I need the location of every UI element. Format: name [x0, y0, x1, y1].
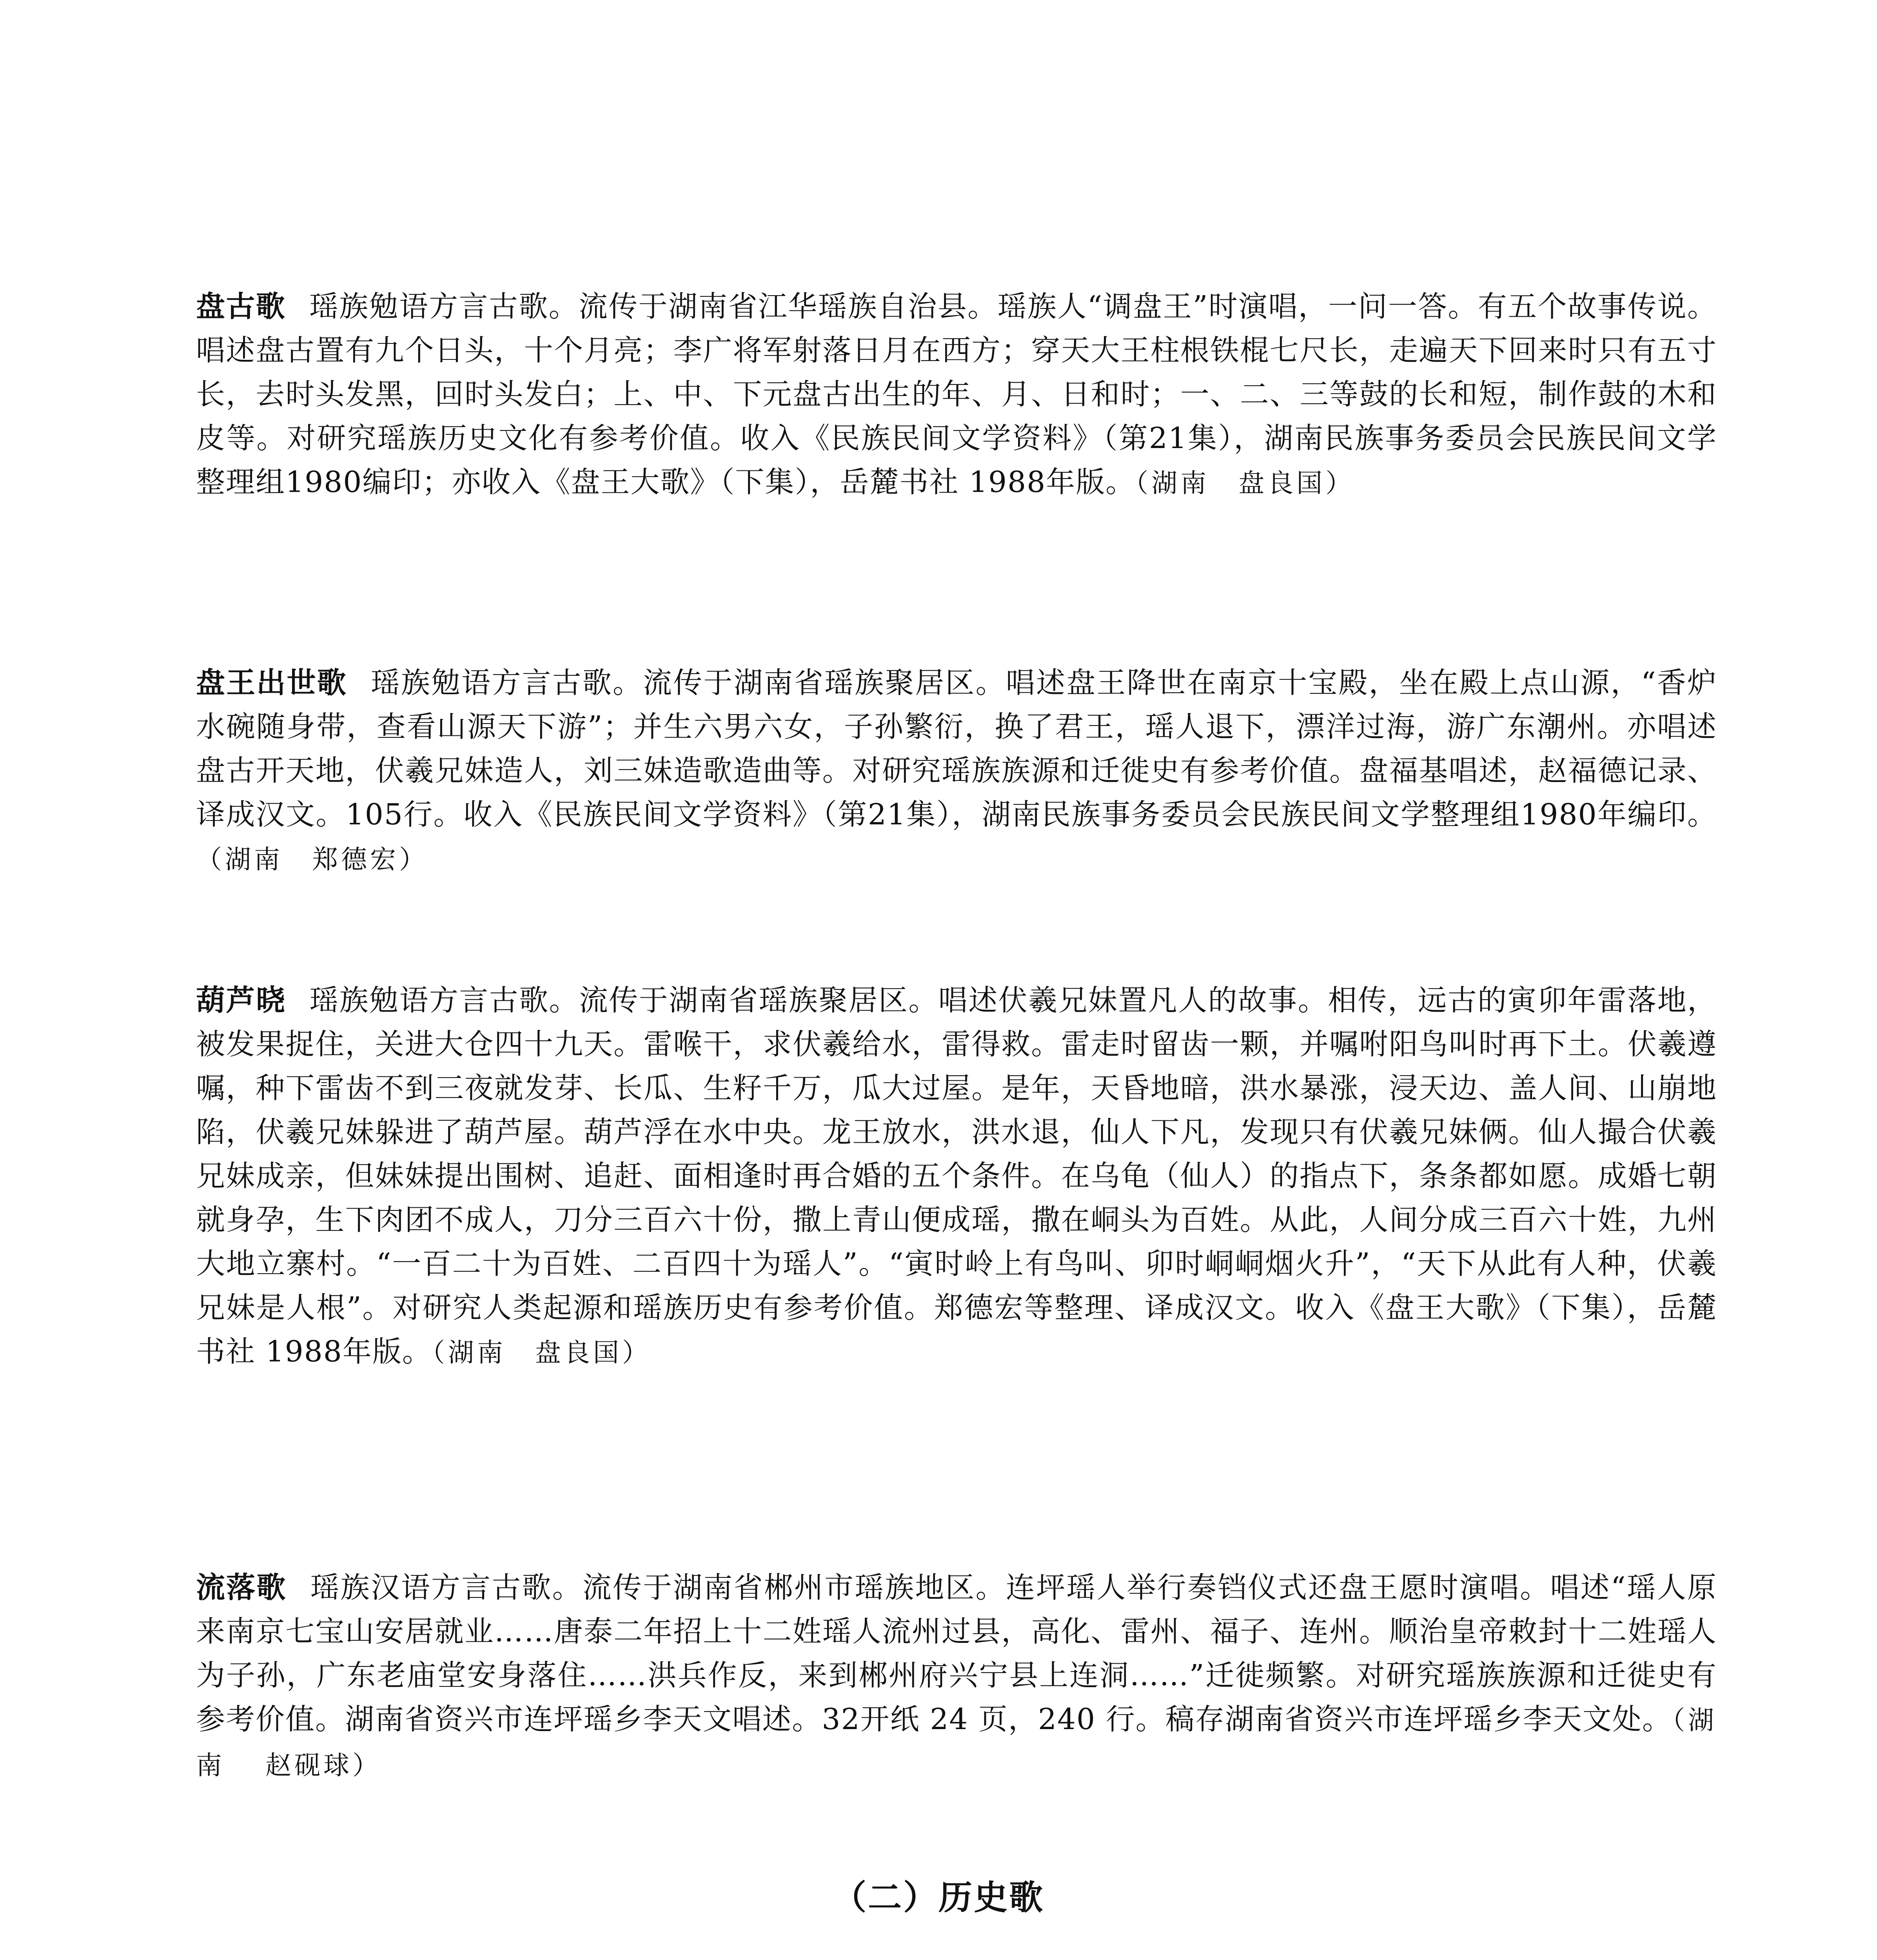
entry-citation: （湖南 盘良国） — [1135, 468, 1355, 498]
entry-panwang-chushi-ge — [196, 661, 1717, 882]
entry-term: 盘王出世歌 — [196, 666, 347, 700]
entry-liuluo-ge — [196, 1566, 1717, 1788]
entry-citation: （湖南 郑德宏） — [196, 844, 428, 875]
section-heading: （二）历史歌 — [833, 1878, 1044, 1918]
entry-term: 盘古歌 — [196, 290, 286, 323]
entry-term: 葫芦晓 — [196, 984, 286, 1017]
entry-body: 瑶族勉语方言古歌。流传于湖南省瑶族聚居区。唱述盘王降世在南京十宝殿，坐在殿上点山源，“香炉水碗随身带，查看山源天下游”；并生六男六女，子孙繁衍，换了君王，瑶人退下，漂洋过海，游广东潮州。亦唱述盘古开天地，伏羲兄妹造人，刘三妹造歌造曲等。对研究瑶族族源和迁徙史有参考价值。盘福基唱述，赵福德记录、译成汉文。105行。收入《民族民间文学资料》（第21集），湖南民族事务委员会民族民间文学整理组1980年编印。 — [196, 666, 1717, 831]
entry-body: 瑶族勉语方言古歌。流传于湖南省瑶族聚居区。唱述伏羲兄妹置凡人的故事。相传，远古的寅卯年雷落地，被发果捉住，关进大仓四十九天。雷喉干，求伏羲给水，雷得救。雷走时留齿一颗，并嘱咐阳鸟叫时再下土。伏羲遵嘱，种下雷齿不到三夜就发芽、长瓜、生籽千万，瓜大过屋。是年，天昏地暗，洪水暴涨，浸天边、盖人间、山崩地陷，伏羲兄妹躲进了葫芦屋。葫芦浮在水中央。龙王放水，洪水退，仙人下凡，发现只有伏羲兄妹俩。仙人撮合伏羲兄妹成亲，但妹妹提出围树、追赶、面相逢时再合婚的五个条件。在乌龟（仙人）的指点下，条条都如愿。成婚七朝就身孕，生下肉团不成人，刀分三百六十份，撒上青山便成瑶，撒在峒头为百姓。从此，人间分成三百六十姓，九州大地立寨村。“一百二十为百姓、二百四十为瑶人”。“寅时岭上有鸟叫、卯时峒峒烟火升”，“天下从此有人种，伏羲兄妹是人根”。对研究人类起源和瑶族历史有参考价值。郑德宏等整理、译成汉文。收入《盘王大歌》（下集），岳麓书社 1988年版。 — [196, 984, 1717, 1368]
entry-hulu-xiao — [196, 978, 1717, 1375]
entry-term: 流落歌 — [196, 1571, 287, 1604]
entry-citation: （湖南 赵砚球） — [196, 1705, 1717, 1780]
entry-pangu-ge — [196, 285, 1717, 505]
entry-citation: （湖南 盘良国） — [432, 1338, 651, 1368]
entry-body: 瑶族勉语方言古歌。流传于湖南省江华瑶族自治县。瑶族人“调盘王”时演唱，一问一答。有五个故事传说。唱述盘古置有九个日头，十个月亮；李广将军射落日月在西方；穿天大王柱根铁棍七尺长，走遍天下回来时只有五寸长，去时头发黑，回时头发白；上、中、下元盘古出生的年、月、日和时；一、二、三等鼓的长和短，制作鼓的木和皮等。对研究瑶族历史文化有参考价值。收入《民族民间文学资料》（第21集），湖南民族事务委员会民族民间文学整理组1980编印；亦收入《盘王大歌》（下集），岳麓书社 1988年版。 — [196, 290, 1717, 499]
entry-body: 瑶族汉语方言古歌。流传于湖南省郴州市瑶族地区。连坪瑶人举行奏铛仪式还盘王愿时演唱。唱述“瑶人原来南京七宝山安居就业……唐泰二年招上十二姓瑶人流州过县，高化、雷州、福子、连州。顺治皇帝敕封十二姓瑶人为子孙，广东老庙堂安身落住……洪兵作反，来到郴州府兴宁县上连洞……”迁徙频繁。对研究瑶族族源和迁徙史有参考价值。湖南省资兴市连坪瑶乡李天文唱述。32开纸 24 页，240 行。稿存湖南省资兴市连坪瑶乡李天文处。 — [196, 1571, 1717, 1736]
